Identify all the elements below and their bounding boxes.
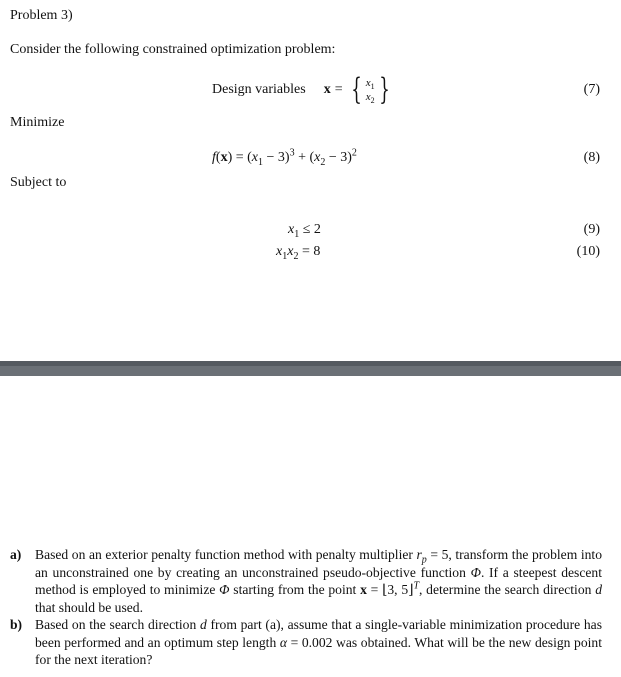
design-variables-equation	[212, 70, 394, 110]
design-vector-components	[366, 76, 375, 104]
constraint-1: $x_1 \le 2$	[288, 222, 321, 240]
eq-number-8: (8)	[583, 150, 600, 165]
intro-text: Consider the following constrained optimization problem:	[10, 42, 336, 57]
left-brace-icon: {	[350, 72, 362, 107]
part-b-label: b)	[10, 617, 23, 632]
problem-title: Problem 3)	[10, 8, 73, 23]
component-x2: $x_2$	[365, 91, 375, 106]
part-a-label: a)	[10, 547, 22, 562]
component-x1: $x_1$	[365, 77, 375, 92]
objective-equation: $f(x) = (x_1 - 3)^3 + (x_2 - 3)^2$	[212, 147, 357, 168]
design-variables-label: Design variables	[212, 82, 306, 97]
subject-to-label: Subject to	[10, 175, 67, 190]
minimize-label: Minimize	[10, 115, 65, 130]
part-a: a) Based on an exterior penalty function method with penalty multiplier $r_p = 5$, transform the problem into an unconstrained one by creating an unconstrained pseudo-objective function Φ. If a steepest descent method is employed to minimize Φ starting from the point x = ⌊3, 5⌋$^T$, determine the search direction d that should be used.	[10, 547, 602, 615]
eq-number-10: (10)	[576, 244, 600, 259]
eq-number-9: (9)	[583, 222, 600, 237]
constraint-2: $x_1x_2 = 8$	[276, 244, 321, 262]
design-equals: =	[334, 82, 343, 97]
section-divider-bottom	[0, 366, 621, 376]
eq-number-7: (7)	[583, 82, 600, 97]
right-brace-icon: }	[378, 72, 390, 107]
part-b: b) Based on the search direction d from part (a), assume that a single-variable minimization procedure has been performed and an optimum step length α = 0.002 was obtained. What will be the new design point for the next iteration?	[10, 617, 602, 667]
design-vector-symbol: x	[323, 82, 331, 97]
question-parts	[10, 546, 602, 669]
